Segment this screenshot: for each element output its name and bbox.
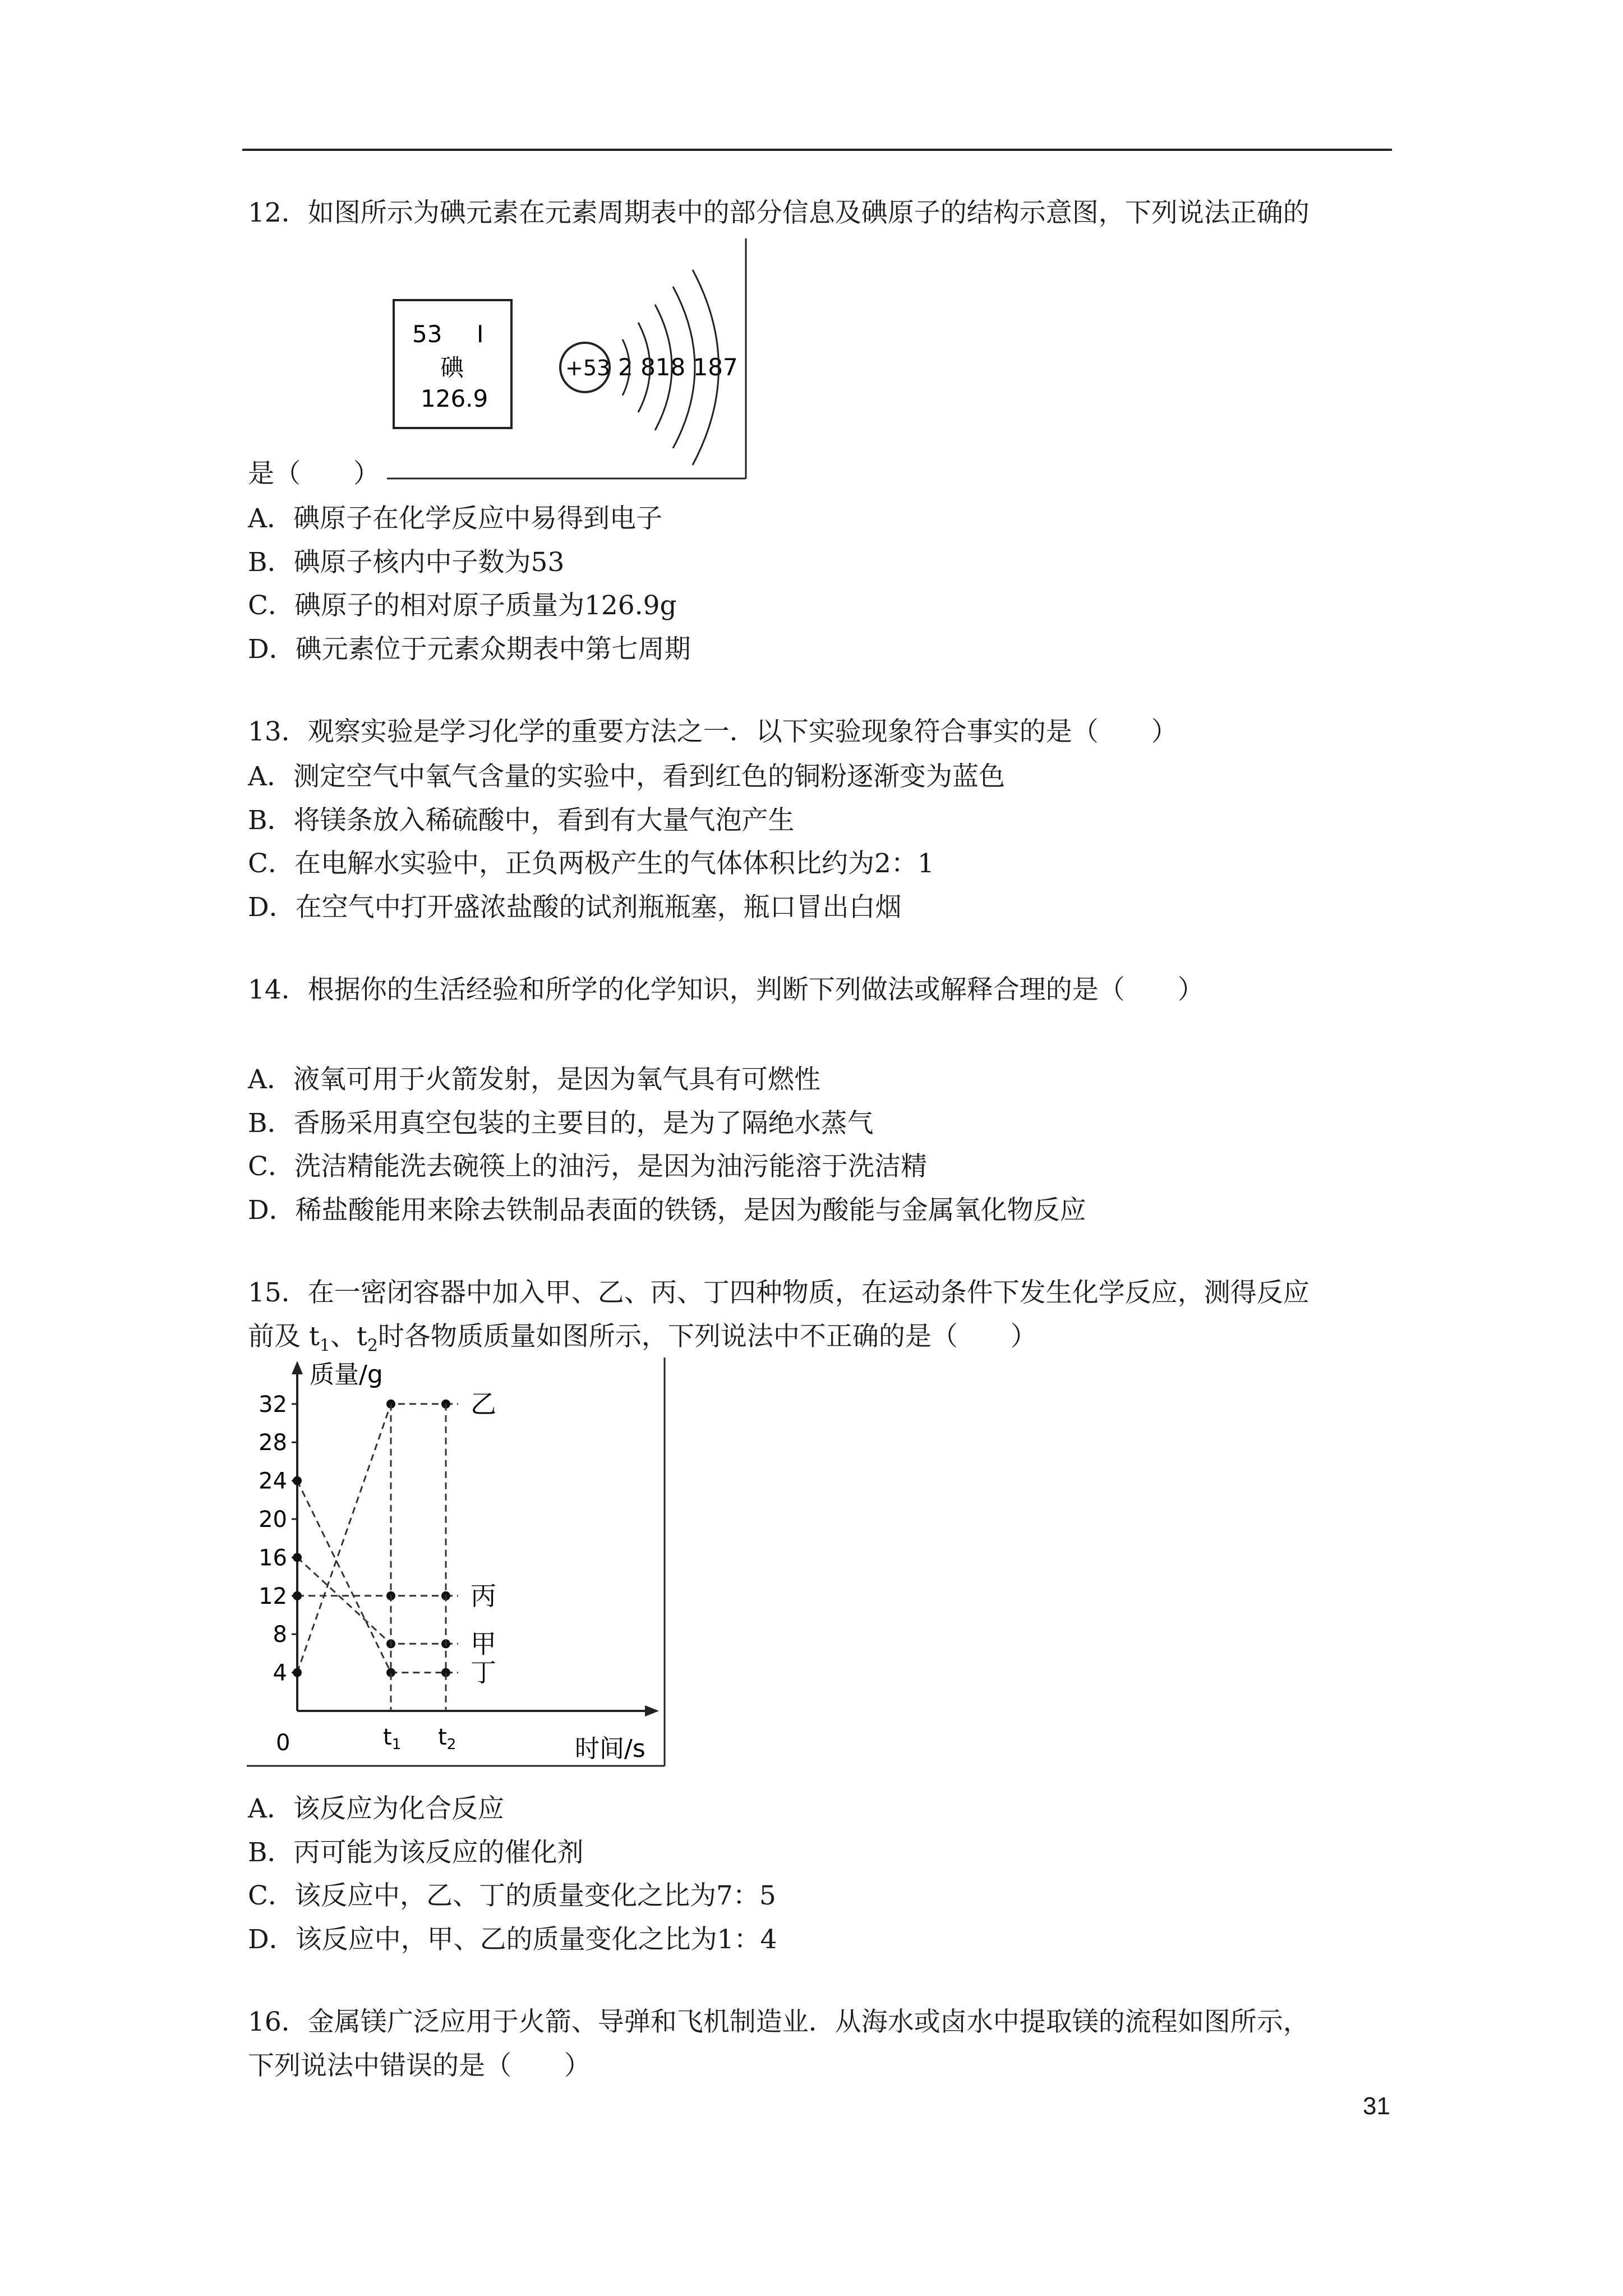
y-tick-label: 8 bbox=[273, 1622, 287, 1648]
shell-electrons: 2 818 187 bbox=[618, 353, 738, 381]
series-line bbox=[297, 1557, 446, 1644]
y-tick-label: 16 bbox=[259, 1545, 287, 1571]
q13-option-c: C．在电解水实验中，正负两极产生的气体体积比约为2：1 bbox=[248, 848, 934, 879]
q14-option-a: A．液氧可用于火箭发射，是因为氧气具有可燃性 bbox=[248, 1064, 820, 1095]
data-point bbox=[293, 1591, 302, 1600]
q12-option-d: D．碘元素位于元素众期表中第七周期 bbox=[248, 634, 691, 665]
y-tick-label: 24 bbox=[259, 1468, 287, 1494]
y-axis-label: 质量/g bbox=[310, 1360, 383, 1389]
series-label: 丙 bbox=[471, 1580, 496, 1611]
data-point bbox=[293, 1668, 302, 1677]
series-label: 乙 bbox=[471, 1388, 496, 1419]
q14-option-b: B．香肠采用真空包装的主要目的，是为了隔绝水蒸气 bbox=[248, 1108, 874, 1139]
data-point bbox=[293, 1553, 302, 1562]
series-label: 丁 bbox=[471, 1657, 496, 1688]
origin-label: 0 bbox=[276, 1730, 291, 1756]
y-tick-label: 12 bbox=[259, 1583, 287, 1609]
y-axis-arrow bbox=[292, 1361, 303, 1374]
y-tick-label: 20 bbox=[259, 1507, 287, 1533]
x-tick-label: $t_1$ bbox=[383, 1724, 402, 1753]
q13-option-b: B．将镁条放入稀硫酸中，看到有大量气泡产生 bbox=[248, 805, 795, 836]
element-name: 碘 bbox=[440, 354, 464, 381]
header-rule bbox=[242, 149, 1392, 151]
q15-option-d: D．该反应中，甲、乙的质量变化之比为1：4 bbox=[248, 1924, 777, 1955]
q13-option-d: D．在空气中打开盛浓盐酸的试剂瓶瓶塞，瓶口冒出白烟 bbox=[248, 892, 902, 923]
question-12-stem-end: 是（ ） bbox=[248, 458, 380, 489]
element-symbol: I bbox=[477, 320, 484, 348]
y-tick-label: 4 bbox=[273, 1660, 287, 1686]
question-16-stem-line2: 下列说法中错误的是（ ） bbox=[248, 2050, 591, 2081]
question-15-stem-line2: 前及 $t_1$、$t_2$时各物质质量如图所示，下列说法中不正确的是（ ） bbox=[248, 1321, 1037, 1356]
q12-option-a: A．碘原子在化学反应中易得到电子 bbox=[248, 503, 662, 534]
x-axis-label: 时间/s bbox=[575, 1734, 645, 1763]
q12-option-b: B．碘原子核内中子数为53 bbox=[248, 547, 565, 578]
iodine-figure bbox=[387, 238, 757, 485]
series-label: 甲 bbox=[471, 1628, 496, 1659]
q15-option-a: A．该反应为化合反应 bbox=[248, 1793, 504, 1824]
y-tick-label: 32 bbox=[259, 1391, 287, 1418]
x-tick-label: $t_2$ bbox=[438, 1724, 457, 1753]
nucleus-charge: +53 bbox=[565, 356, 611, 380]
x-axis-arrow bbox=[645, 1705, 659, 1717]
atomic-number: 53 bbox=[412, 320, 442, 348]
question-14-stem: 14．根据你的生活经验和所学的化学知识，判断下列做法或解释合理的是（ ） bbox=[248, 974, 1204, 1005]
page-number: 31 bbox=[1363, 2092, 1390, 2120]
question-12-stem: 12．如图所示为碘元素在元素周期表中的部分信息及碘原子的结构示意图，下列说法正确的 bbox=[248, 197, 1310, 228]
q14-option-d: D．稀盐酸能用来除去铁制品表面的铁锈，是因为酸能与金属氧化物反应 bbox=[248, 1195, 1086, 1226]
mass-time-chart bbox=[247, 1358, 673, 1778]
question-13-stem: 13．观察实验是学习化学的重要方法之一．以下实验现象符合事实的是（ ） bbox=[248, 716, 1178, 747]
atomic-mass: 126.9 bbox=[421, 385, 488, 412]
question-15-stem-line1: 15．在一密闭容器中加入甲、乙、丙、丁四种物质，在运动条件下发生化学反应，测得反应 bbox=[248, 1277, 1310, 1308]
q15-option-c: C．该反应中，乙、丁的质量变化之比为7：5 bbox=[248, 1880, 776, 1911]
data-point bbox=[293, 1476, 302, 1485]
q13-option-a: A．测定空气中氧气含量的实验中，看到红色的铜粉逐渐变为蓝色 bbox=[248, 761, 1005, 792]
q12-option-c: C．碘原子的相对原子质量为126.9g bbox=[248, 590, 677, 621]
q14-option-c: C．洗洁精能洗去碗筷上的油污，是因为油污能溶于洗洁精 bbox=[248, 1151, 927, 1182]
q15-option-b: B．丙可能为该反应的催化剂 bbox=[248, 1837, 584, 1868]
y-tick-label: 28 bbox=[259, 1430, 287, 1456]
question-16-stem-line1: 16．金属镁广泛应用于火箭、导弹和飞机制造业．从海水或卤水中提取镁的流程如图所示， bbox=[248, 2007, 1310, 2037]
